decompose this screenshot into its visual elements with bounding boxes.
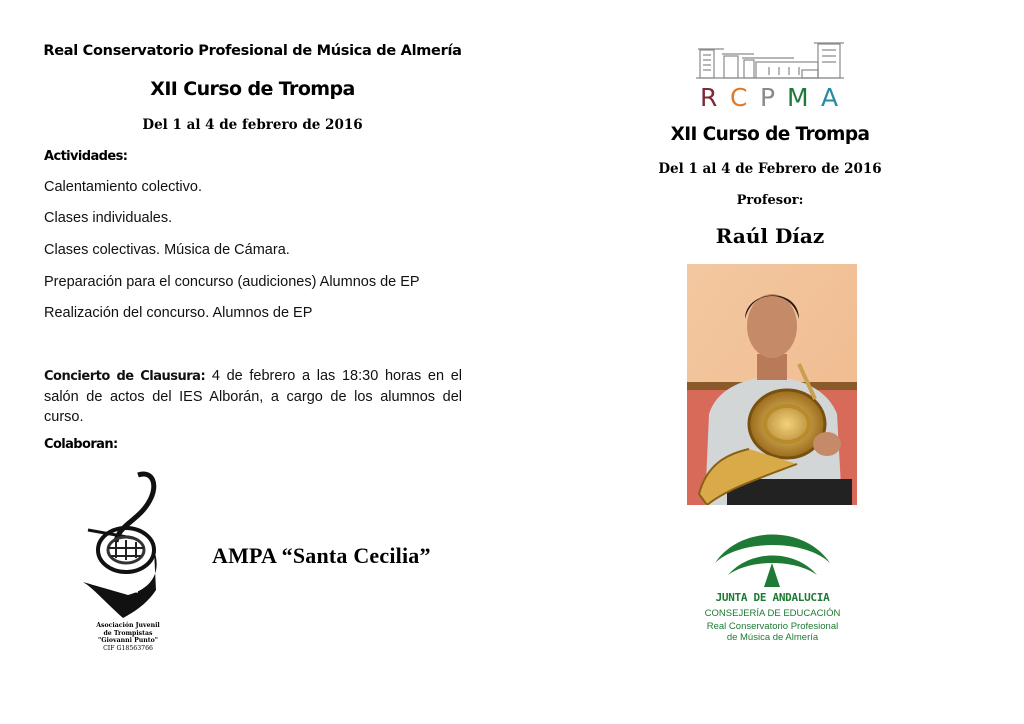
- junta-name: JUNTA DE ANDALUCIA: [715, 591, 830, 604]
- svg-text:M: M: [787, 83, 809, 110]
- junta-conservatory-line: de Música de Almería: [726, 632, 819, 643]
- closing-concert-label: Concierto de Clausura:: [44, 369, 206, 384]
- professor-name: Raúl Díaz: [715, 224, 825, 248]
- activity-item: Realización del concurso. Alumnos de EP: [44, 305, 313, 321]
- closing-concert: [44, 366, 462, 427]
- activity-item: Calentamiento colectivo.: [44, 179, 202, 195]
- course-dates: Del 1 al 4 de Febrero de 2016: [658, 161, 882, 177]
- professor-label: Profesor:: [736, 193, 804, 208]
- course-dates: Del 1 al 4 de febrero de 2016: [142, 117, 363, 133]
- svg-text:A: A: [821, 83, 839, 110]
- activities-heading: Actividades:: [44, 149, 128, 164]
- activity-item: Clases colectivas. Música de Cámara.: [44, 242, 290, 258]
- svg-text:C: C: [730, 83, 748, 110]
- ampa-name: AMPA “Santa Cecilia”: [212, 543, 431, 568]
- course-title: XII Curso de Trompa: [670, 124, 870, 145]
- svg-text:P: P: [760, 83, 776, 110]
- activity-item: Clases individuales.: [44, 210, 173, 226]
- rcpma-logo-icon: [694, 40, 849, 110]
- french-horn-logo-icon: [78, 470, 178, 620]
- activity-item: Preparación para el concurso (audiciones) Alumnos de EP: [44, 274, 420, 290]
- horn-association-caption: [72, 622, 184, 652]
- association-name-line: Asociación Juvenil: [96, 622, 160, 629]
- svg-text:R: R: [700, 83, 718, 110]
- junta-conservatory-line: Real Conservatorio Profesional: [706, 621, 839, 632]
- association-name-line: "Giovanni Punto": [98, 637, 158, 644]
- collaborators-heading: Colaboran:: [44, 437, 118, 452]
- course-title: XII Curso de Trompa: [150, 78, 355, 100]
- association-cif: CIF G18563766: [103, 644, 153, 652]
- institution-name: Real Conservatorio Profesional de Música de Almería: [43, 43, 462, 59]
- junta-department: CONSEJERÍA DE EDUCACIÓN: [704, 608, 841, 619]
- junta-andalucia-logo: [700, 525, 845, 645]
- professor-photo: [687, 264, 857, 505]
- closing-concert-text: 4 de febrero a las 18:30 horas en el salón de actos del IES Alborán, a cargo de los alumnos del curso.: [44, 368, 462, 425]
- association-name-line: de Trompistas: [103, 629, 153, 637]
